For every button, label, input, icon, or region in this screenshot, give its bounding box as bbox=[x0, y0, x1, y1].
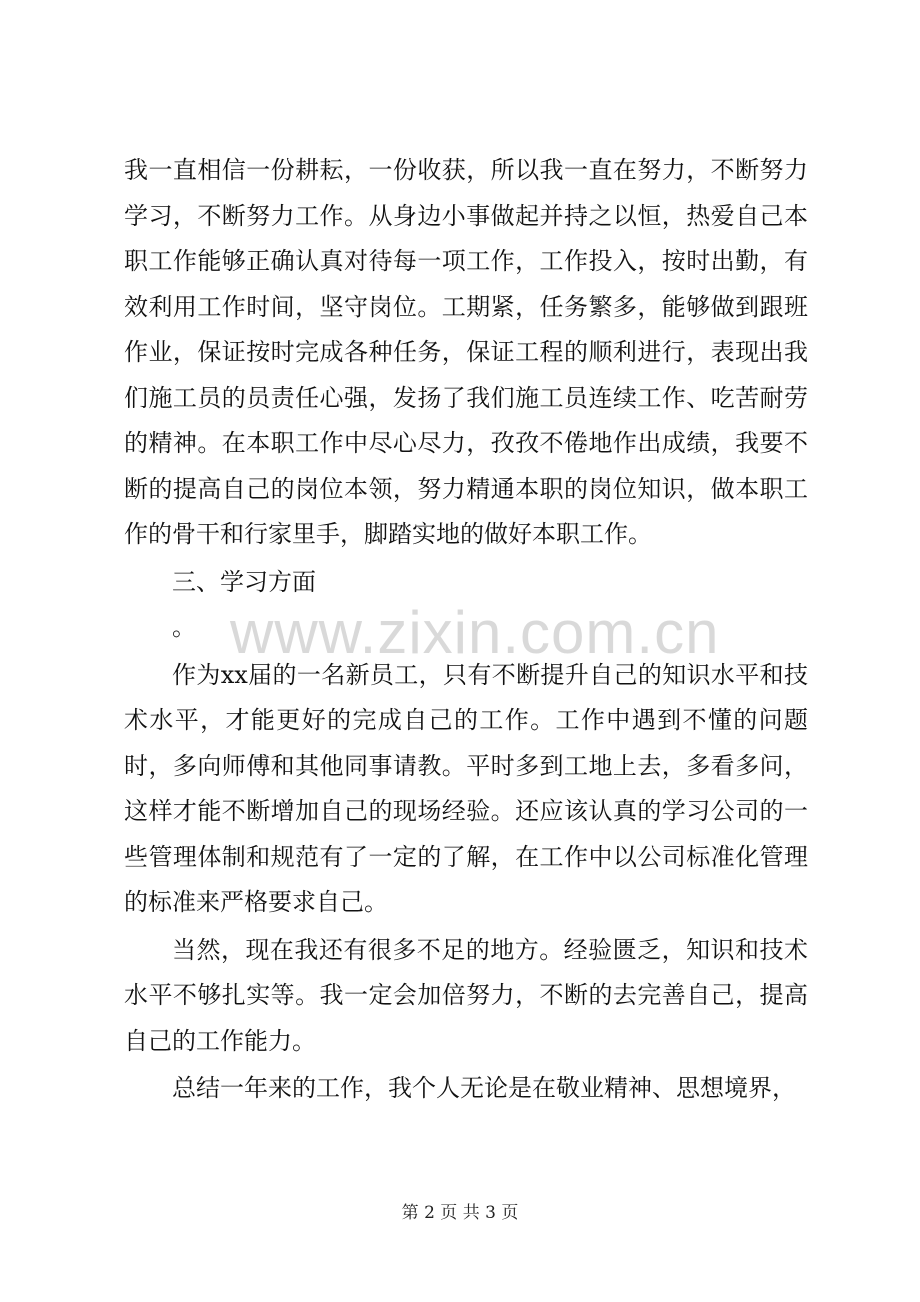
document-body bbox=[124, 148, 808, 1112]
paragraph-period: 。 bbox=[172, 613, 196, 641]
section-heading-learning: 三、学习方面 bbox=[172, 567, 316, 596]
paragraph-work-attitude: 我一直相信一份耕耘，一份收获，所以我一直在努力，不断努力学习，不断努力工作。从身边小事做起并持之以恒，热爱自己本职工作能够正确认真对待每一项工作，工作投入，按时出勤，有效利用工作时间，坚守岗位。工期紧，任务繁多，能够做到跟班作业，保证按时完成各种任务，保证工程的顺利进行，表现出我们施工员的员责任心强，发扬了我们施工员连续工作、吃苦耐劳的精神。在本职工作中尽心尽力，孜孜不倦地作出成绩，我要不断的提高自己的岗位本领，努力精通本职的岗位知识，做本职工作的骨干和行家里手，脚踏实地的做好本职工作。 bbox=[124, 156, 808, 548]
paragraph-summary: 总结一年来的工作，我个人无论是在敬业精神、思想境界， bbox=[172, 1074, 796, 1102]
page-footer: 第 2 页 共 3 页 bbox=[401, 1203, 519, 1223]
paragraph-shortcomings: 当然，现在我还有很多不足的地方。经验匮乏，知识和技术水平不够扎实等。我一定会加倍努力，不断的去完善自己，提高自己的工作能力。 bbox=[124, 935, 808, 1055]
paragraph-learning: 作为xx届的一名新员工，只有不断提升自己的知识水平和技术水平，才能更好的完成自己的工作。工作中遇到不懂的问题时，多向师傅和其他同事请教。平时多到工地上去，多看多问，这样才能不断增加自己的现场经验。还应该认真的学习公司的一些管理体制和规范有了一定的了解，在工作中以公司标准化管理的标准来严格要求自己。 bbox=[124, 660, 808, 916]
watermark: www.zixin.com.cn bbox=[230, 599, 720, 666]
